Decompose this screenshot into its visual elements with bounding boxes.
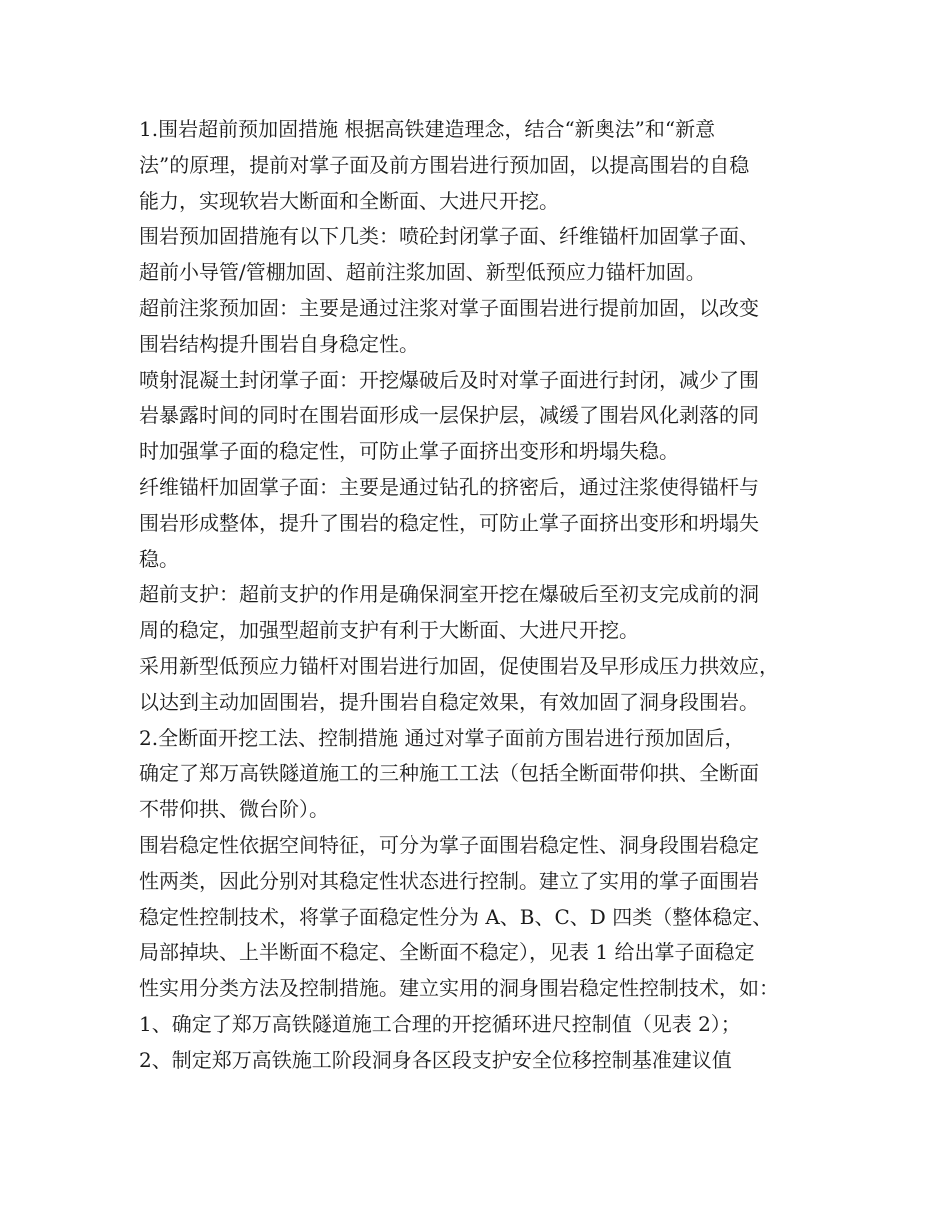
text-line: 围岩预加固措施有以下几类：喷砼封闭掌子面、纤维锚杆加固掌子面、 <box>139 224 759 249</box>
body-text <box>139 112 829 1079</box>
text-line: 2、制定郑万高铁施工阶段洞身各区段支护安全位移控制基准建议值 <box>139 1047 732 1072</box>
text-line: 稳。 <box>139 546 179 571</box>
text-line: 以达到主动加固围岩，提升围岩自稳定效果，有效加固了洞身段围岩。 <box>139 689 759 714</box>
text-line: 性两类，因此分别对其稳定性状态进行控制。建立了实用的掌子面围岩 <box>139 868 759 893</box>
text-line: 周的稳定，加强型超前支护有利于大断面、大进尺开挖。 <box>139 618 639 643</box>
text-line: 时加强掌子面的稳定性，可防止掌子面挤出变形和坍塌失稳。 <box>139 439 679 464</box>
text-line: 法”的原理，提前对掌子面及前方围岩进行预加固，以提高围岩的自稳 <box>139 152 750 177</box>
text-line: 采用新型低预应力锚杆对围岩进行加固，促使围岩及早形成压力拱效应， <box>139 653 779 678</box>
text-line: 稳定性控制技术，将掌子面稳定性分为 A、B、C、D 四类（整体稳定、 <box>139 904 773 929</box>
text-line: 局部掉块、上半断面不稳定、全断面不稳定），见表 1 给出掌子面稳定 <box>139 940 755 965</box>
text-line: 能力，实现软岩大断面和全断面、大进尺开挖。 <box>139 188 559 213</box>
text-line: 超前注浆预加固：主要是通过注浆对掌子面围岩进行提前加固，以改变 <box>139 295 759 320</box>
text-line: 确定了郑万高铁隧道施工的三种施工工法（包括全断面带仰拱、全断面 <box>139 761 759 786</box>
text-line: 纤维锚杆加固掌子面：主要是通过钻孔的挤密后，通过注浆使得锚杆与 <box>139 474 759 499</box>
text-line: 2.全断面开挖工法、控制措施 通过对掌子面前方围岩进行预加固后， <box>139 725 745 750</box>
text-line: 围岩形成整体，提升了围岩的稳定性，可防止掌子面挤出变形和坍塌失 <box>139 510 759 535</box>
text-line: 1.围岩超前预加固措施 根据高铁建造理念，结合“新奥法”和“新意 <box>139 117 716 141</box>
text-line: 围岩稳定性依据空间特征，可分为掌子面围岩稳定性、洞身段围岩稳定 <box>139 832 759 857</box>
text-line: 1、确定了郑万高铁隧道施工合理的开挖循环进尺控制值（见表 2）； <box>139 1011 741 1036</box>
text-line: 围岩结构提升围岩自身稳定性。 <box>139 331 419 356</box>
text-line: 岩暴露时间的同时在围岩面形成一层保护层，减缓了围岩风化剥落的同 <box>139 403 759 428</box>
text-line: 性实用分类方法及控制措施。建立实用的洞身围岩稳定性控制技术，如： <box>139 976 779 1001</box>
text-line: 不带仰拱、微台阶）。 <box>139 797 329 822</box>
text-line: 喷射混凝土封闭掌子面：开挖爆破后及时对掌子面进行封闭，减少了围 <box>139 367 759 392</box>
text-line: 超前支护：超前支护的作用是确保洞室开挖在爆破后至初支完成前的洞 <box>139 582 759 607</box>
text-line: 超前小导管/管棚加固、超前注浆加固、新型低预应力锚杆加固。 <box>139 260 706 285</box>
